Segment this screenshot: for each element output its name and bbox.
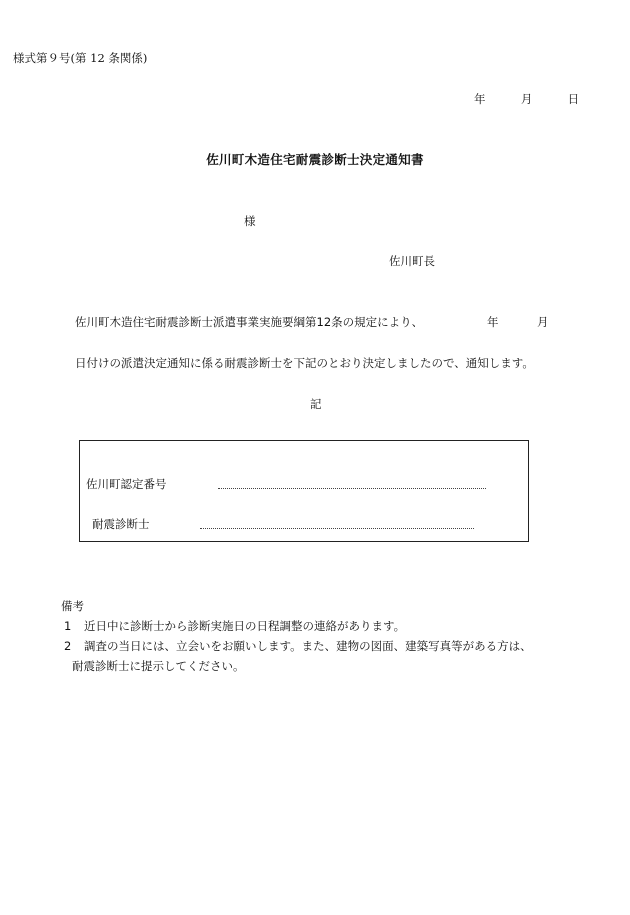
body-line-1: 佐川町木造住宅耐震診断士派遣事業実施要綱第12条の規定により、	[75, 315, 424, 329]
body-year: 年	[487, 315, 499, 329]
body-month: 月	[537, 315, 549, 329]
remark-text: 近日中に診断士から診断実施日の日程調整の連絡があります。	[84, 619, 406, 633]
issuer: 佐川町長	[389, 254, 435, 268]
date-year: 年	[474, 92, 486, 106]
diagnostician-label: 耐震診断士	[92, 517, 150, 531]
remark-number: 1	[64, 619, 72, 633]
remark-number: 2	[64, 639, 72, 653]
ki-heading: 記	[310, 397, 322, 411]
remark-item-2-continuation: 耐震診断士に提示してください。	[72, 659, 245, 673]
document-title: 佐川町木造住宅耐震診断士決定通知書	[206, 152, 424, 167]
form-number: 様式第９号(第 12 条関係)	[13, 51, 148, 65]
remark-item-2	[64, 638, 532, 654]
certification-number-field[interactable]	[218, 488, 486, 489]
remarks-heading: 備考	[61, 599, 84, 613]
date-month: 月	[520, 92, 533, 106]
date-line	[474, 91, 579, 107]
certification-number-label: 佐川町認定番号	[86, 477, 167, 491]
date-day: 日	[567, 92, 580, 106]
addressee-suffix: 様	[244, 214, 256, 228]
remark-text: 調査の当日には、立会いをお願いします。また、建物の図面、建築写真等がある方は、	[84, 639, 532, 653]
diagnostician-field[interactable]	[200, 528, 474, 529]
body-line-2: 日付けの派遣決定通知に係る耐震診断士を下記のとおり決定しましたので、通知します。	[75, 356, 534, 370]
remark-item-1	[64, 618, 405, 634]
